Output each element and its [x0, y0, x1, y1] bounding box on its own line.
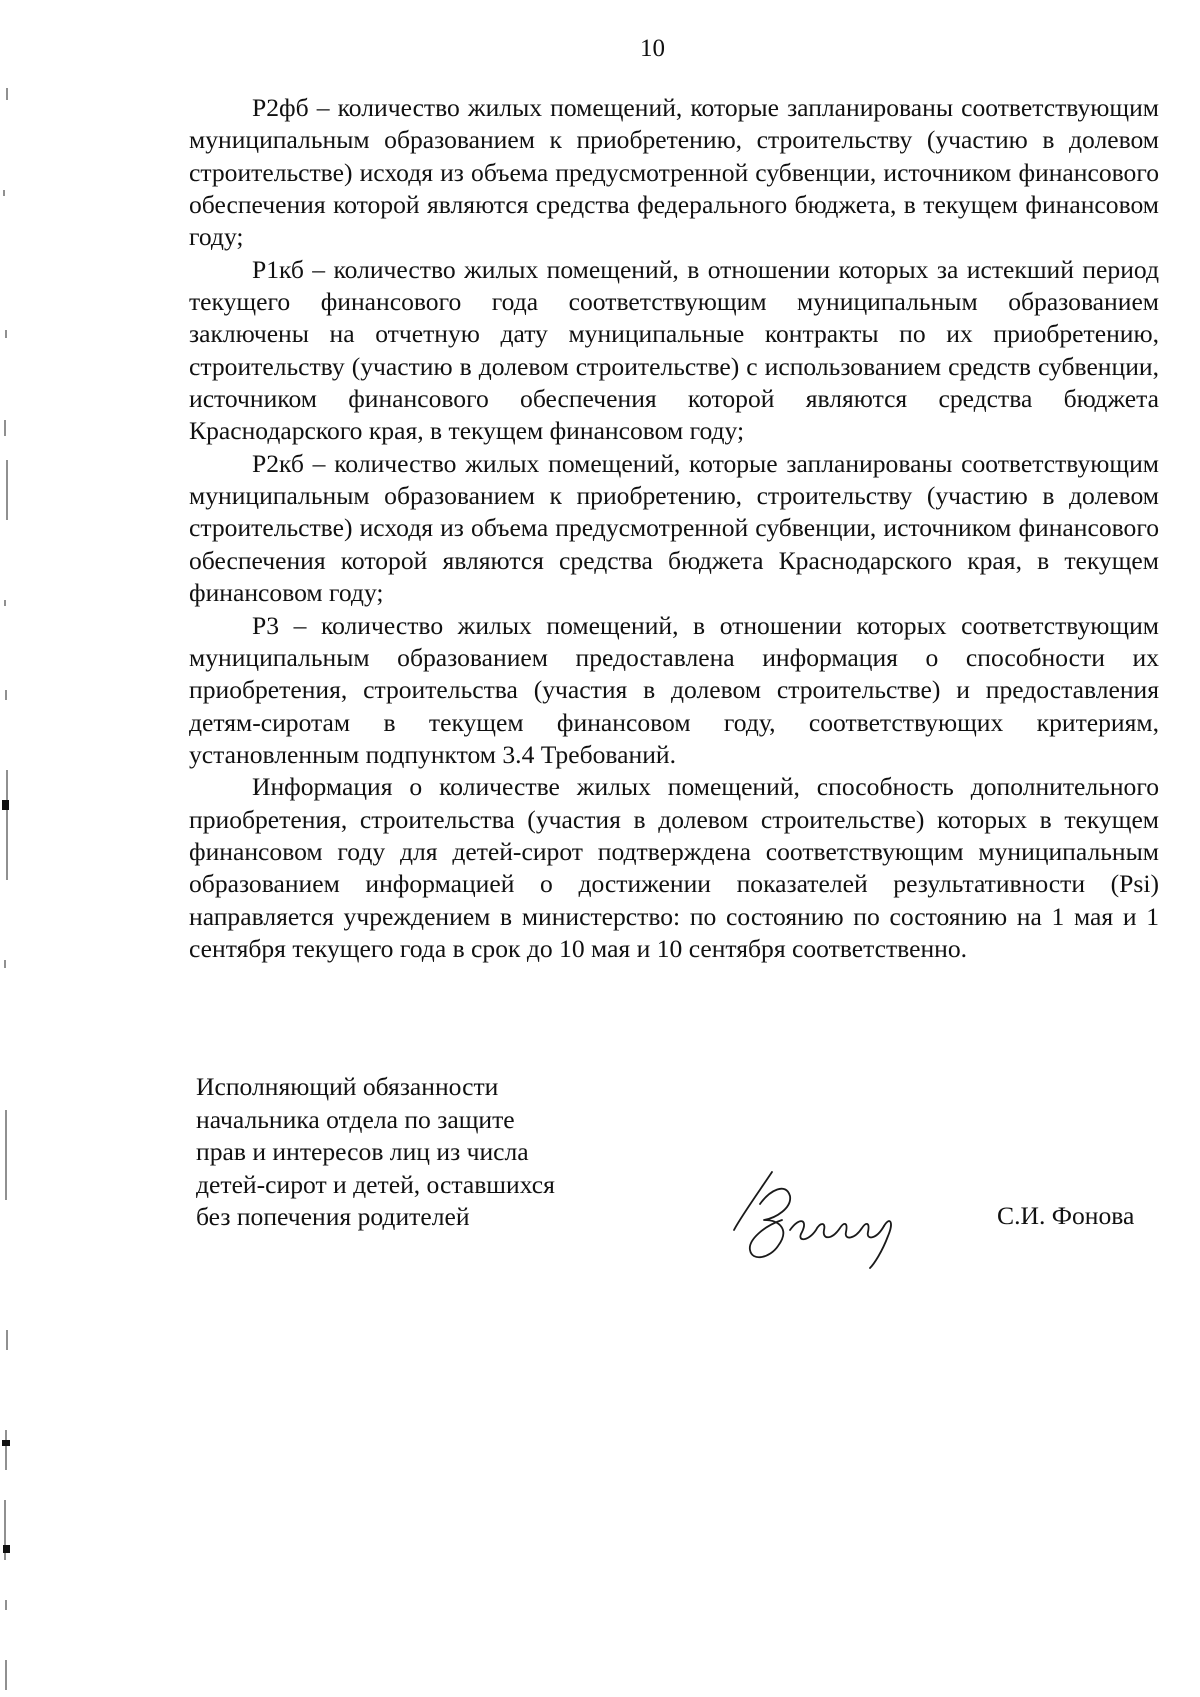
paragraph-r2fb-definition: Р2фб – количество жилых помещений, которые запланированы соответствующим муниципальным образованием к приобретению, строительству (участию в долевом строительстве) исходя из объема предусмотренной субвенции, источником финансового обеспечения которой являются средства федерального бюджета, в текущем финансовом году;: [189, 93, 1159, 252]
signatory-name: С.И. Фонова: [997, 1201, 1135, 1230]
paragraph-reporting-info: Информация о количестве жилых помещений, способность дополнительного приобретения, строительства (участия в долевом строительстве) которых в текущем финансовом году для детей-сирот подтверждена соответствующим муниципальным образованием информацией о достижении показателей результативности (Psi) направляется учреждением в министерство: по состоянию по состоянию на 1 мая и 1 сентября текущего года в срок до 10 мая и 10 сентября соответственно.: [189, 772, 1159, 963]
paragraph-r1kb-definition: Р1кб – количество жилых помещений, в отношении которых за истекший период текущего финансового года соответствующим муниципальным образованием заключены на отчетную дату муниципальные контракты по их приобретению, строительству (участию в долевом строительстве) с использованием средств субвенции, источником финансового обеспечения которой являются средства бюджета Краснодарского края, в текущем финансовом году;: [189, 254, 1159, 446]
handwritten-signature: [730, 1160, 920, 1270]
paragraph-r2kb-definition: Р2кб – количество жилых помещений, которые запланированы соответствующим муниципальным образованием к приобретению, строительству (участию в долевом строительстве) исходя из объема предусмотренной субвенции, источником финансового обеспечения которой являются средства бюджета Краснодарского края, в текущем финансовом году;: [189, 448, 1159, 608]
signatory-position: [196, 1071, 596, 1234]
page-number: 10: [640, 35, 665, 62]
position-line: начальника отдела по защите: [196, 1104, 515, 1134]
position-line: без попечения родителей: [196, 1202, 470, 1231]
scan-edge-marks: [0, 0, 14, 1697]
position-line: детей-сирот и детей, оставшихся: [196, 1169, 555, 1199]
position-line: прав и интересов лиц из числа: [196, 1137, 529, 1166]
paragraph-r3-definition: Р3 – количество жилых помещений, в отношении которых соответствующим муниципальным образованием предоставлена информация о способности их приобретения, строительства (участия в долевом строительстве) и предоставления детям-сиротам в текущем финансовом году, соответствующих критериям, установленным подпунктом 3.4 Требований.: [189, 610, 1159, 769]
document-body: [189, 92, 1159, 965]
position-line: Исполняющий обязанности: [196, 1072, 499, 1101]
